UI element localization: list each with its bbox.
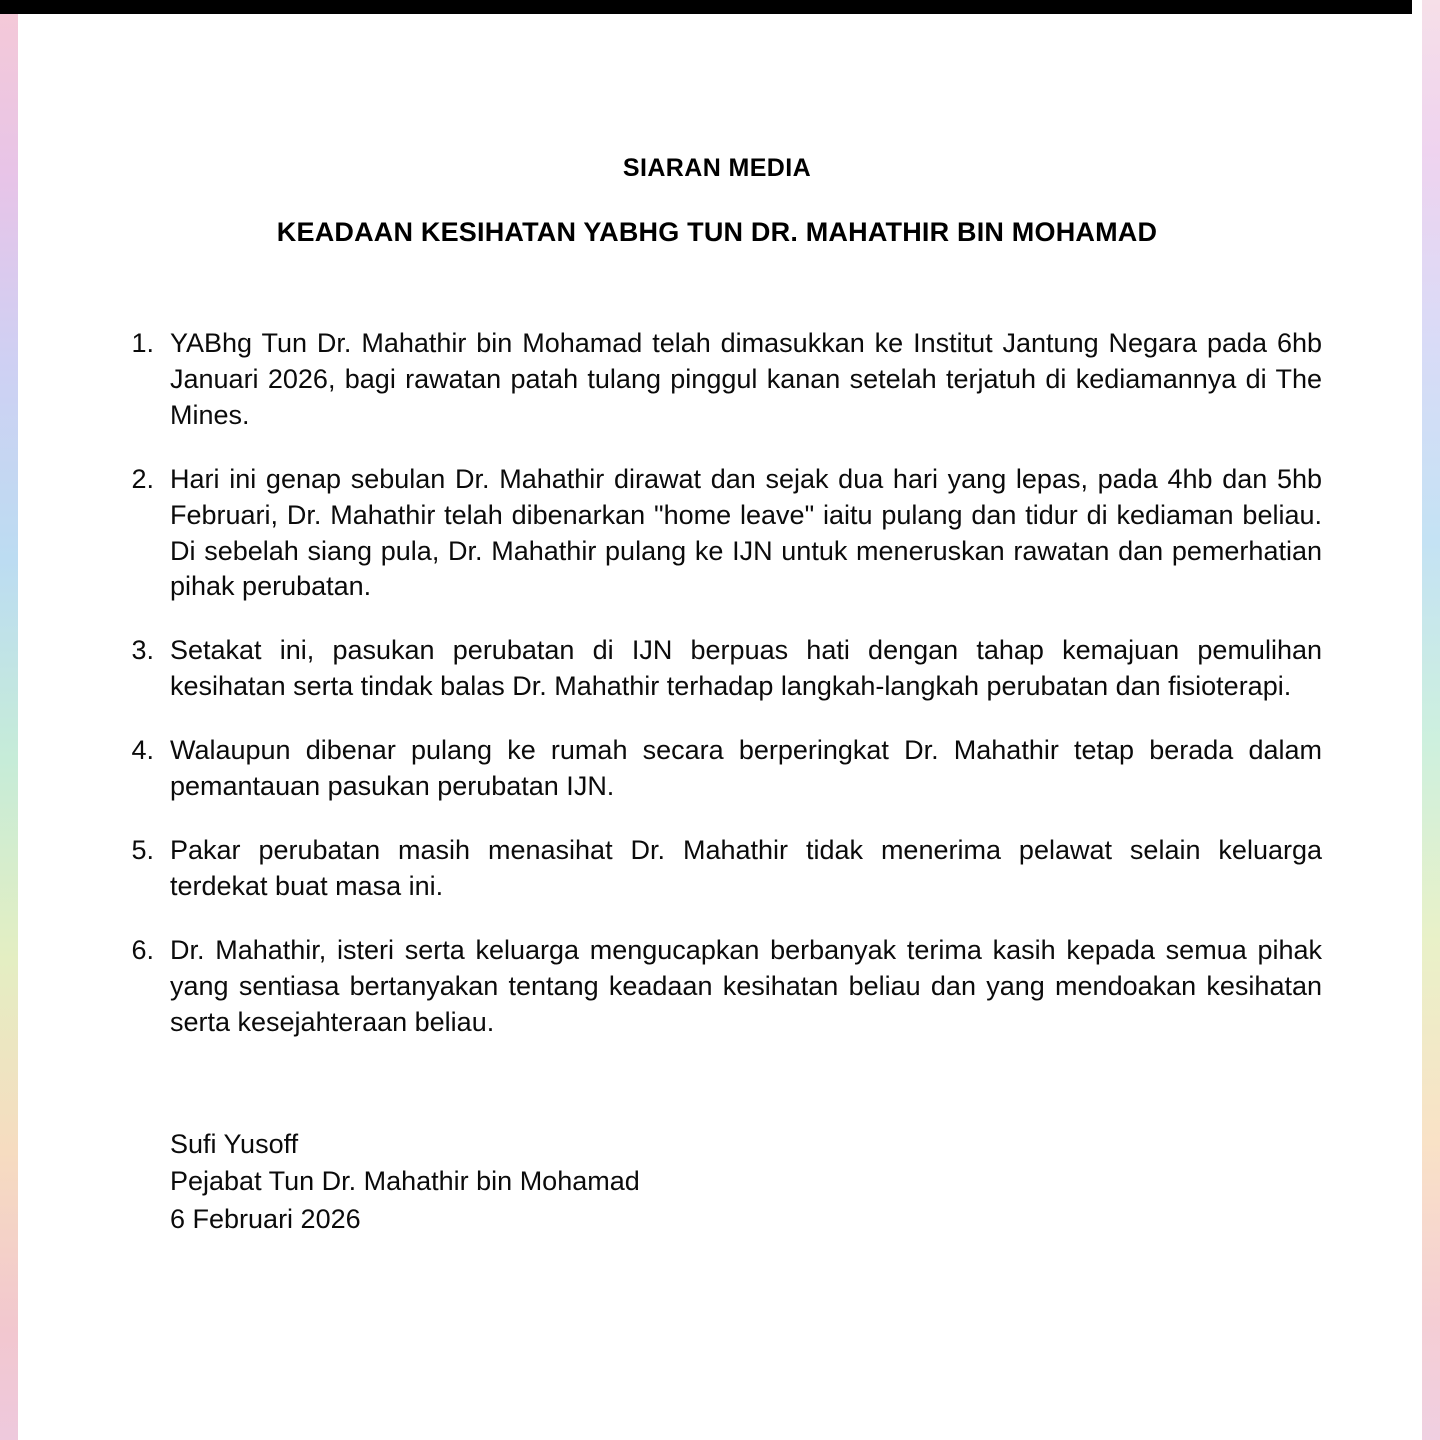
clause-text: Pakar perubatan masih menasihat Dr. Mahathir tidak menerima pelawat selain keluarga terdekat buat masa ini. [170, 834, 1322, 901]
page-subtitle: KEADAAN KESIHATAN YABHG TUN DR. MAHATHIR BIN MOHAMAD [276, 217, 1158, 247]
title-block [112, 154, 1322, 248]
list-item [112, 933, 1322, 1041]
signature-name: Sufi Yusoff [170, 1128, 299, 1159]
clause-number: 6. [131, 934, 154, 965]
clause-text: Walaupun dibenar pulang ke rumah secara berperingkat Dr. Mahathir tetap berada dalam pemantauan pasukan perubatan IJN. [170, 735, 1322, 802]
top-black-bar [0, 0, 1412, 14]
document-body [26, 14, 1412, 1440]
page-title: SIARAN MEDIA [622, 154, 812, 182]
document-content [112, 154, 1322, 1240]
clause-text: Setakat ini, pasukan perubatan di IJN berpuas hati dengan tahap kemajuan pemulihan kesihatan serta tindak balas Dr. Mahathir terhadap langkah-langkah perubatan dan fisioterapi. [170, 635, 1322, 702]
signature-block [112, 1127, 1322, 1239]
signature-date: 6 Februari 2026 [170, 1204, 361, 1235]
clause-list [112, 326, 1322, 1041]
list-item [112, 733, 1322, 805]
clause-number: 3. [131, 635, 154, 666]
list-item [112, 462, 1322, 606]
clause-text: YABhg Tun Dr. Mahathir bin Mohamad telah dimasukkan ke Institut Jantung Negara pada 6hb Januari 2026, bagi rawatan patah tulang pinggul kanan setelah terjatuh di kediamannya di The Mines. [170, 328, 1322, 430]
clause-number: 2. [131, 463, 154, 494]
clause-text: Hari ini genap sebulan Dr. Mahathir dirawat dan sejak dua hari yang lepas, pada 4hb dan 5hb Februari, Dr. Mahathir telah dibenarkan "home leave" iaitu pulang dan tidur di kediaman beliau. Di sebelah siang pula, Dr. Mahathir pulang ke IJN untuk meneruskan rawatan dan pemerhatian pihak perubatan. [170, 463, 1322, 602]
list-item [112, 326, 1322, 434]
clause-number: 4. [131, 735, 154, 766]
clause-text: Dr. Mahathir, isteri serta keluarga mengucapkan berbanyak terima kasih kepada semua pihak yang sentiasa bertanyakan tentang keadaan kesihatan beliau dan yang mendoakan kesihatan serta kesejahteraan beliau. [170, 934, 1322, 1037]
list-item [112, 633, 1322, 705]
signature-office: Pejabat Tun Dr. Mahathir bin Mohamad [170, 1166, 640, 1197]
left-edge-inner-white [18, 14, 26, 1440]
clause-number: 5. [131, 834, 154, 865]
right-edge-inner-white [1414, 0, 1422, 1440]
clause-number: 1. [131, 328, 154, 358]
list-item [112, 833, 1322, 905]
